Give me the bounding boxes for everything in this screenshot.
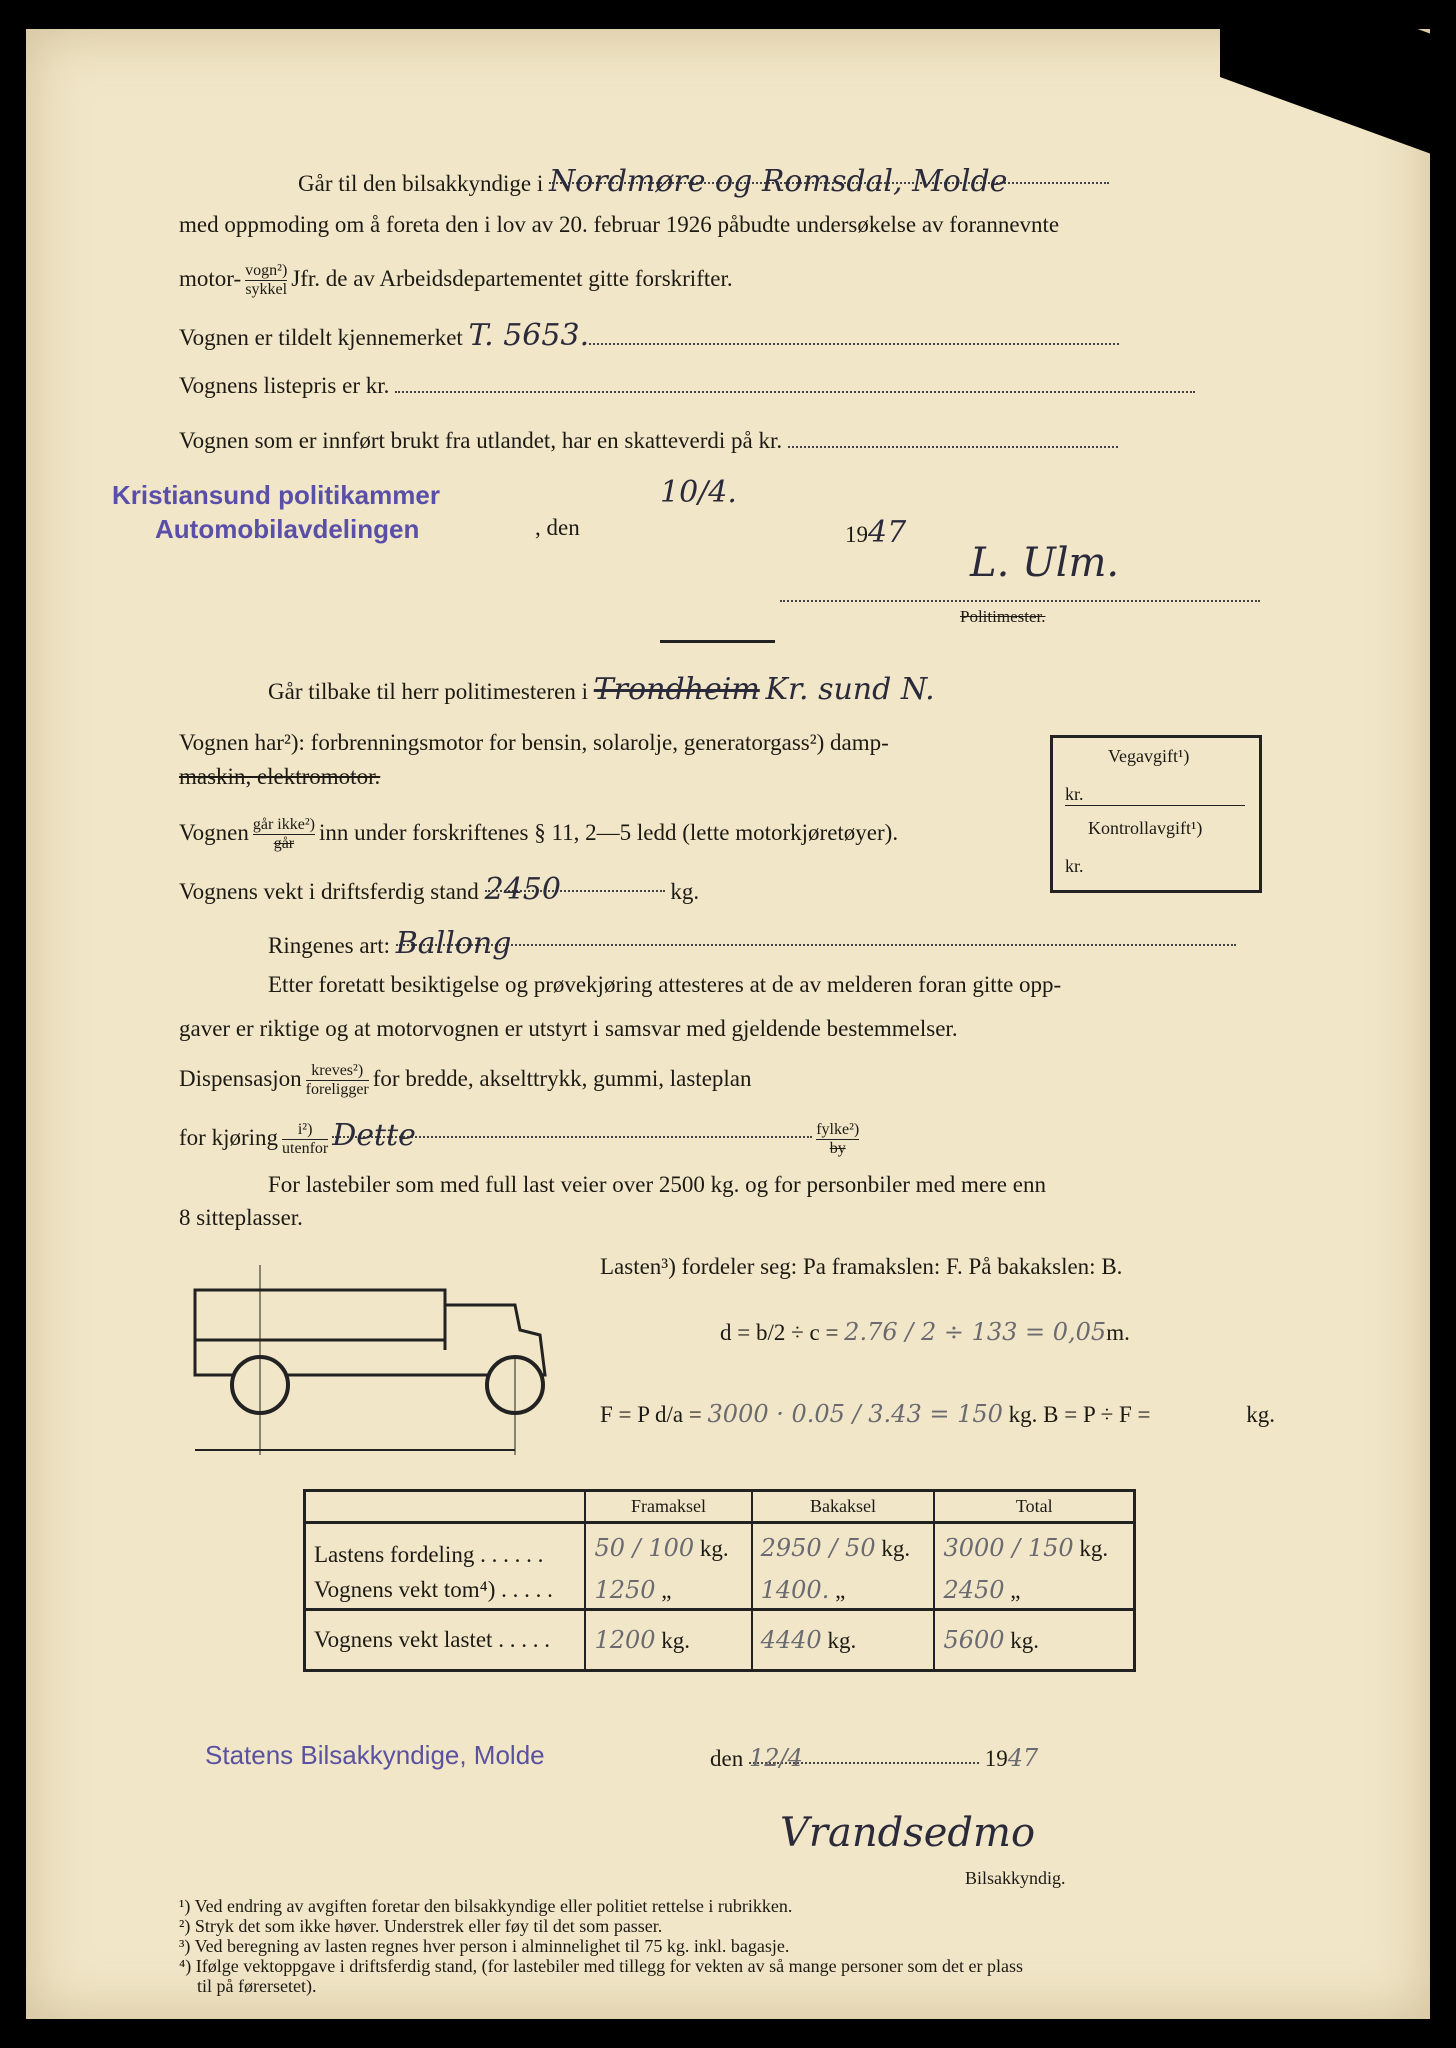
truck-text: For lastebiler som med full last veier over 2500 kg. og for personbiler med mere enn — [268, 1172, 1046, 1197]
date-hw: 10/4. — [660, 475, 737, 510]
dispensation-line: Dispensasjon $\frac{\text{kreves²)}}{\text{foreligger}}$ for bredde, akselttrykk, gummi, lasteplan — [179, 1062, 752, 1098]
table-row: Lastens fordeling . . . . . . 50 / 100 kg. 2950 / 50 kg. 3000 / 150 kg. — [305, 1523, 1135, 1573]
stamp-inspector: Statens Bilsakkyndige, Molde — [205, 1740, 545, 1770]
inspector-signature: Vrandsedmo — [780, 1810, 1036, 1856]
inspector-hw: Nordmøre og Romsdal, Molde — [549, 164, 1109, 184]
driving-line: for kjøring $\frac{\text{i²)}}{\text{utenfor}}$ Dette $\frac{\text{fylke²)}}{by}$ — [179, 1118, 860, 1158]
taxvalue-line: Vognen som er innført brukt fra utlandet, har en skatteverdi på kr. — [179, 428, 1118, 454]
request-text: med oppmoding om å foreta den i lov av 20. februar 1926 påbudte undersøkelse av forannevnte — [179, 212, 1060, 237]
tyres-line: Ringenes art: Ballong — [268, 926, 1236, 959]
return-line: Går tilbake til herr politimesteren i Trondheim Kr. sund N. — [268, 672, 935, 707]
attest-text2: gaver er riktige og at motorvognen er utstyrt i samsvar med gjeldende bestemmelser. — [179, 1016, 958, 1041]
fees-box: Vegavgift¹) kr. Kontrollavgift¹) kr. — [1050, 735, 1262, 893]
politimester-label: Politimester. — [960, 607, 1046, 626]
attest-text: Etter foretatt besiktigelse og prøvekjøring attesteres at de av melderen foran gitte opp- — [268, 972, 1062, 997]
den-label: , den — [535, 515, 580, 540]
light-vehicle-line: Vognen $\frac{\text{går ikke²)}}{\text{går}}$ inn under forskriftenes § 11, 2—5 ledd (lette motorkjøretøyer). — [179, 816, 899, 852]
listprice-line: Vognens listepris er kr. — [179, 373, 1195, 399]
footer-date: den 12/4 1947 — [710, 1744, 1039, 1772]
engine-type-line: Vognen har²): forbrenningsmotor for bensin, solarolje, generatorgass²) damp- — [179, 730, 889, 755]
engine-type-line2: maskin, elektromotor. — [179, 764, 381, 789]
truck-diagram — [185, 1255, 565, 1465]
year: 1947 — [845, 515, 907, 550]
divider — [660, 640, 775, 643]
footnotes: ¹) Ved endring av avgiften foretar den bilsakkyndige eller politiet rettelse i rubrikken. ²) Stryk det som ikke høver. Understrek eller føy til det som passer. ³) Ved beregning av lasten regnes hver person i alminnelighet til 75 kg. inkl. bagasje. ⁴) Ifølge vektoppgave i driftsferdig stand, (for lastebiler med tillegg for vekten av så mange personer som det er plass til på førersetet). — [179, 1896, 1024, 1996]
signature-line — [780, 600, 1260, 602]
f-formula: F = P d/a = 3000 · 0.05 / 3.43 = 150 kg. B = P ÷ F = kg. — [600, 1400, 1276, 1428]
load-distribution-text: Lasten³) fordeler seg: Pa framakslen: F. På bakakslen: B. — [600, 1254, 1123, 1279]
inspector-label: Bilsakkyndig. — [965, 1868, 1066, 1888]
police-signature: L. Ulm. — [970, 540, 1120, 586]
weight-table: Framaksel Bakaksel Total Lastens fordeling . . . . . . 50 / 100 kg. 2950 / 50 kg. 3000 / 150 kg. Vognens vekt tom⁴) . . . . . 1250 „ 1400. „ 2450 „ Vognens vekt lastet . . . . . 1200 kg. 4440 kg. 5600 kg. — [303, 1489, 1136, 1672]
registration-line: Vognen er tildelt kjennemerket T. 5653. — [179, 318, 1119, 353]
truck-text2: 8 sitteplasser. — [179, 1205, 303, 1230]
stamp-police-dept: Automobilavdelingen — [155, 514, 420, 544]
d-formula: d = b/2 ÷ c = 2.76 / 2 ÷ 133 = 0,05m. — [720, 1318, 1130, 1346]
table-row: Vognens vekt tom⁴) . . . . . 1250 „ 1400. „ 2450 „ — [305, 1572, 1135, 1610]
motor-line: motor- $\frac{\text{vogn²)}}{\text{sykkel}}$ Jfr. de av Arbeidsdepartementet gitte forskrifter. — [179, 262, 733, 298]
sent-to-line: Går til den bilsakkyndige i Nordmøre og Romsdal, Molde — [298, 164, 1109, 197]
table-row: Vognens vekt lastet . . . . . 1200 kg. 4440 kg. 5600 kg. — [305, 1610, 1135, 1671]
stamp-police: Kristiansund politikammer — [112, 480, 440, 510]
weight-line: Vognens vekt i driftsferdig stand 2450 kg. — [179, 872, 700, 907]
